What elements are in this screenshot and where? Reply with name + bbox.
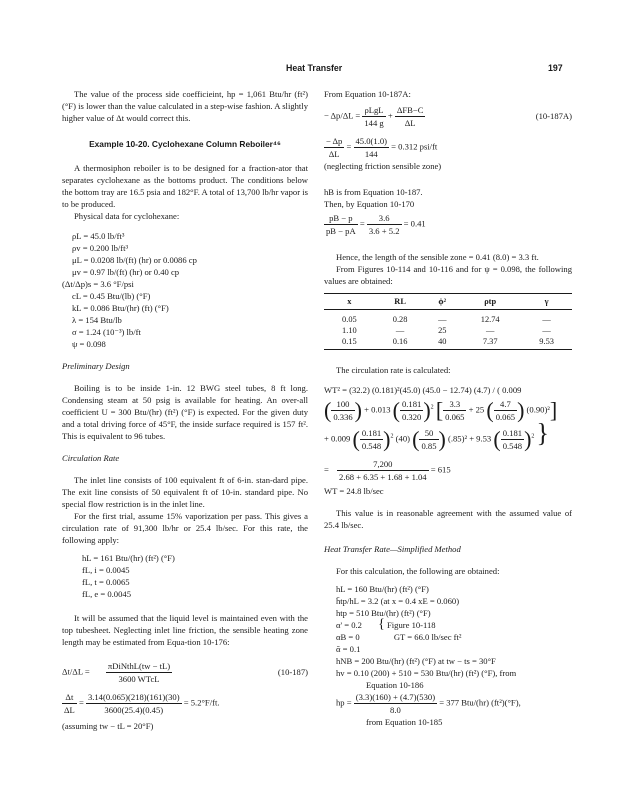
gt-value: GT = 66.0 lb/sec ft² [393,632,462,642]
table-row [324,310,572,326]
assume-note: (assuming tw − tL = 20°F) [62,721,154,731]
wt3-f-den: 0.548 [502,441,523,451]
preliminary-heading: Preliminary Design [62,361,130,371]
physical-data-label: Physical data for cyclohexane: [74,211,180,221]
wt2-d-num: 4.7 [494,398,517,411]
wt2-c-num: 3.3 [443,398,466,411]
assume-paragraph: It will be assumed that the liquid level is maintained even with the top tubesheet. Neglecting inlet line friction, the sensible heating zone length may be estimated from Equa-tion 10-176: [62,613,308,647]
calc-lhs-num: Δt [62,691,77,704]
table-cell: 0.16 [375,336,426,350]
example-title: Example 10-20. Cyclohexane Column Reboiler⁴⁶ [89,139,281,149]
circulation-heading: Circulation Rate [62,453,120,463]
table-cell: — [542,326,551,335]
table-header: ϕ² [425,294,459,310]
eq187a-label: (10-187A) [535,111,572,121]
physical-data-item: kL = 0.086 Btu/(hr) (ft) (°F) [72,303,169,313]
physical-data-item: (Δt/Δp)s = 3.6 °F/psi [62,279,134,289]
eq187a-den2: ΔL [404,118,416,128]
physical-data-item: μv = 0.97 lb/(ft) (hr) or 0.40 cp [72,267,180,277]
dp-calc: $\frac{- \Delta p}{\Delta L}$ = $\frac{45.0(1.0)}{144}$ = 0.312 psi/ft [326,136,438,159]
circ-calc-intro: The circulation rate is calculated: [336,365,451,375]
wt2-a [331,398,354,423]
eq187-label: (10-187) [277,667,308,677]
eq187-denominator: 3600 WTcL [118,674,160,684]
wt-final-fraction [337,458,429,483]
ratio-num: pB − p [324,212,358,225]
wt-final-den: 2.68 + 6.35 + 1.68 + 1.04 [339,472,427,482]
left-column [62,84,308,732]
rate-value: fL, t = 0.0065 [82,577,130,587]
dp-val-den: 144 [364,149,378,159]
table-cell: — [438,315,447,324]
hence-text: Hence, the length of the sensible zone = 0.41 (8.0) = 3.3 ft. [336,252,539,262]
wt3-e: (.85)² + 9.53 [448,433,492,444]
wt3-f-num: 0.181 [502,428,523,438]
right-column [324,84,572,728]
calc-num: 3.14(0.065)(218)(161)(30) [87,692,180,702]
figures-text: From Figures 10-114 and 10-116 and for ψ = 0.098, the following values are obtained: [324,264,572,286]
wt2-b-num: 0.181 [401,399,422,409]
table-cell: 0.28 [392,315,408,324]
wt2-e: (0.90)² [526,404,550,415]
eq187a-term2 [395,104,426,129]
table-row [324,336,572,350]
simplified-value: hNB = 200 Btu/(hr) (ft²) (°F) at tw − ts = 30°F [336,656,496,666]
physical-data-item: σ = 1.24 (10⁻³) lb/ft [72,327,141,337]
wt3-d-num: 50 [419,427,438,440]
wt3-d-den: 0.85 [421,441,437,451]
hb-text-2: Then, by Equation 10-170 [324,199,415,209]
wt3-c: (40) [395,433,410,444]
simplified-intro: For this calculation, the following are obtained: [336,566,500,576]
eq187-numerator: πDiNthL(tw − tL) [107,661,171,671]
simplified-value: Equation 10-186 [366,680,424,690]
wt3-b [360,427,383,452]
dp-result: = 0.312 psi/ft [391,141,438,152]
wt-final-num: 7,200 [337,458,429,471]
table-cell: 0.15 [324,336,375,350]
wt-line-2: ( $\frac{100}{0.336}$ ) + 0.013 ( $\frac{0.181}{0.320}$ )$^2$ [ $\frac{3.3}{0.065}$ + 25 ( $\frac{4.7}{0.065}$ ) (0.90)²] [324,397,558,423]
eq187a-num2: ΔFB−C [396,105,424,115]
alpha-b: αB = 0 [336,632,360,642]
running-title: Heat Transfer [286,63,343,73]
ratio-calc [324,212,572,237]
wt3-b-den: 0.548 [361,441,382,451]
rate-value: fL, i = 0.0045 [82,565,130,575]
dp-lhs [324,135,344,160]
simplified-value: h̄tp/hL = 3.2 (at x = 0.4 xE = 0.060) [336,596,460,606]
wt2-c-den: 0.065 [445,412,465,422]
table-header-row [324,294,572,310]
preliminary-paragraph: Boiling is to be inside 1-in. 12 BWG steel tubes, 8 ft long. Condensing steam at 50 psig is available for heating. An over-all coefficient U = 300 Btu/(hr) (ft²) (°F) is expected. For the given duty and a total driving force of 45°F, the inside surface required is 157 ft². This is equivalent to 96 tubes. [62,383,308,441]
wt3-a: + 0.009 [324,433,351,444]
ratio-result: = 0.41 [403,218,426,229]
table-cell: 9.53 [521,336,572,350]
dp-val-num: 45.0(1.0) [355,136,388,146]
neglect-note: (neglecting friction sensible zone) [324,161,442,171]
figure-118-ref: Figure 10-118 [386,620,436,630]
dp-value [354,135,390,160]
wt2-d [494,398,517,423]
ratio-value [367,212,402,237]
wt3-b-num: 0.181 [361,428,382,438]
calc-5-2: $\frac{\Delta t}{\Delta L}$ = $\frac{3.14(0.065)(218)(161)(30)}{3600(25.4)(0.45)}$ = 5.2°F/ft. [64,692,220,715]
wt2-d-den: 0.065 [495,412,516,422]
simplified-value: htp = 510 Btu/(hr) (ft²) (°F) [336,608,431,618]
calc-lhs [62,691,77,716]
calc-result: = 5.2°F/ft. [183,697,220,708]
wt2-plus1: + 0.013 [364,404,391,415]
table-cell: 7.37 [459,336,521,350]
wt2-a-den: 0.336 [333,412,353,422]
hp-num: (3.3)(160) + (4.7)(530) [355,692,436,702]
eq187a-den1: 144 g [364,118,384,128]
physical-data-item: cL = 0.45 Btu/(lb) (°F) [72,291,151,301]
simplified-value [336,631,572,643]
hp-den: 8.0 [390,705,401,715]
wt-final: = $\frac{7,200}{2.68 + 6.35 + 1.68 + 1.04}$ = 615 [324,459,451,482]
eq187a-num1: ρLgL [362,104,385,117]
rate-value: fL, e = 0.0045 [82,589,131,599]
values-table [324,293,572,350]
physical-data-item: ψ = 0.098 [72,339,106,349]
hp-fraction [354,691,437,716]
from-eq-187a: From Equation 10-187A: [324,89,411,99]
physical-data-item: ρL = 45.0 lb/ft³ [72,231,125,241]
wt2-b [400,398,423,423]
dp-num: − Δp [326,136,343,146]
table-cell: 25 [438,326,447,335]
hp-result: = 377 Btu/(hr) (ft²)(°F), [439,697,521,708]
ratio-val-den: 3.6 + 5.2 [368,226,400,236]
equation-10-187a [324,104,572,129]
dp-den: ΔL [328,149,340,159]
hb-text-1: hB is from Equation 10-187. [324,187,423,197]
calc-fraction [86,691,182,716]
page-number: 197 [548,63,563,73]
table-cell: — [395,326,405,335]
table-cell: 12.74 [480,315,500,324]
ratio-equals: = [359,218,365,229]
table-cell: 1.10 [342,326,357,335]
table-cell: 40 [425,336,459,350]
wt3-f [501,427,524,452]
simplified-value: hL = 160 Btu/(hr) (ft²) (°F) [336,584,429,594]
circulation-paragraph-1: The inlet line consists of 100 equivalent ft of 6-in. stan-dard pipe. The exit line consists of 50 equivalent ft of 10-in. standard pipe. No special flow restriction is in the inlet line. [62,475,308,509]
hp-calc [336,691,572,716]
table-cell: — [542,315,551,324]
simplified-value: α' = 0.2 { Figure 10-118 [336,617,436,632]
table-cell: — [485,326,495,335]
table-header: γ [521,294,572,310]
intro-paragraph: The value of the process side coefficieint, hp = 1,061 Btu/hr (ft²) (°F) is lower than the value calculated in a step-wise fashion. A slightly higher value of Δt would correct this. [62,89,308,123]
physical-data-item: μL = 0.0208 lb/(ft) (hr) or 0.0086 cp [72,255,197,265]
alpha-prime: α' = 0.2 [336,620,362,630]
ratio-den: pB − pA [326,226,356,236]
wt-value: WT = 24.8 lb/sec [324,486,384,496]
wt3-d [419,427,438,452]
eq187-fraction [106,660,172,685]
wt-line-3: + 0.009 ( $\frac{0.181}{0.548}$ )$^2$ (40) ( $\frac{50}{0.85}$ ) (.85)² + 9.53 ( $\frac{0.181}{0.548}$ )$^2$ } [324,418,550,452]
physical-data-item: λ = 154 Btu/lb [72,315,122,325]
eq187a-term1 [362,104,385,129]
physical-data-item: ρv = 0.200 lb/ft³ [72,243,129,253]
circulation-paragraph-2: For the first trial, assume 15% vaporization per pass. This gives a circulation rate of 91,300 lb/hr or 25.4 lb/sec. For this rate, the following apply: [62,511,308,545]
eq187a-plus: + [387,110,393,121]
wt-final-result: = 615 [430,464,451,475]
table-header: x [324,294,375,310]
wt2-a-num: 100 [331,398,354,411]
table-header: ρtp [459,294,521,310]
simplified-values [324,583,572,728]
calc-lhs-den: ΔL [64,705,75,715]
ratio-lhs [324,212,358,237]
eq187a-lhs: − Δp/ΔL = [324,110,361,121]
eq187-lhs: Δt/ΔL = [62,666,90,677]
simplified-heading: Heat Transfer Rate—Simplified Method [324,544,461,554]
wt2-plus2: + 25 [468,404,485,415]
agreement-text: This value is in reasonable agreement with the assumed value of 25.4 lb/sec. [324,508,572,530]
table-header: RL [375,294,426,310]
rate-values-list [62,552,308,600]
hp-label: hp = [336,697,352,708]
problem-paragraph: A thermosiphon reboiler is to be designed for a fraction-ator that separates cyclohexane as the bottoms product. The conditions below the bottom tray are 16.5 psia and 182°F. A total of 13,700 lb/hr vapor is to be produced. [62,163,308,209]
wt2-c [443,398,466,423]
from-eq-185: from Equation 10-185 [366,717,443,727]
simplified-value: ᾱ = 0.1 [336,644,361,654]
physical-data-list [62,230,308,350]
table-cell: 0.05 [342,315,357,324]
calc-den: 3600(25.4)(0.45) [104,705,164,715]
wt-line-1: WT² = (32.2) (0.181)²(45.0) (45.0 − 12.74) (4.7) / ( 0.009 [324,385,522,395]
rate-value: hL = 161 Btu/(hr) (ft²) (°F) [82,553,175,563]
wt2-b-den: 0.320 [401,412,422,422]
ratio-val-num: 3.6 [367,212,402,225]
simplified-value: hv = 0.10 (200) + 510 = 530 Btu/(hr) (ft²) (°F), from [336,668,517,678]
equation-10-187 [62,660,308,685]
table-row [324,325,572,336]
